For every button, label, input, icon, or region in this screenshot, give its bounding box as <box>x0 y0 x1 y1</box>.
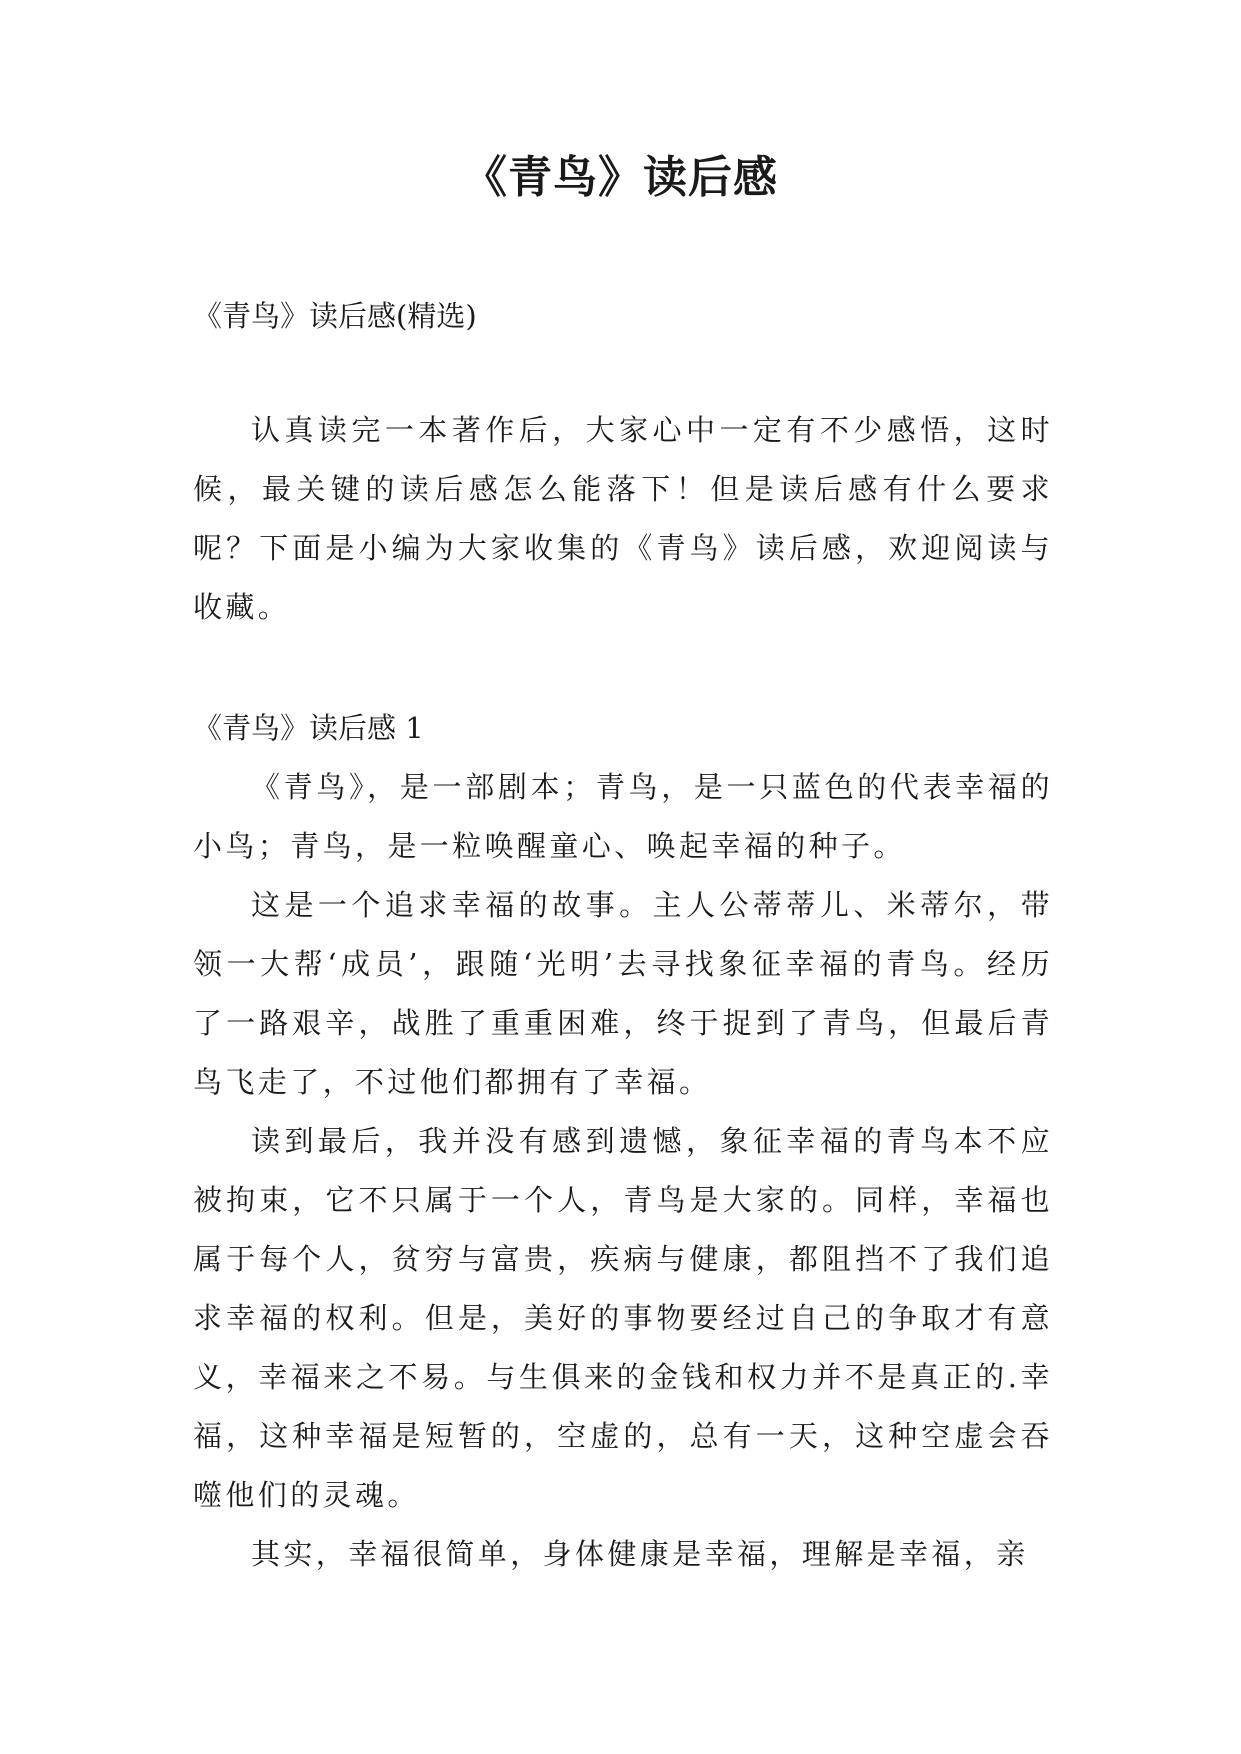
essay-section <box>193 699 1053 1584</box>
intro-paragraph: 认真读完一本著作后，大家心中一定有不少感悟，这时候，最关键的读后感怎么能落下！但是读后感有什么要求呢？下面是小编为大家收集的《青鸟》读后感，欢迎阅读与收藏。 <box>193 413 1053 624</box>
essay-paragraph: 《青鸟》，是一部剧本；青鸟，是一只蓝色的代表幸福的小鸟；青鸟，是一粒唤醒童心、唤起幸福的种子。 <box>193 770 1053 863</box>
document-title: 《青鸟》读后感 <box>463 152 778 203</box>
essay-heading: 《青鸟》读后感 1 <box>193 711 424 745</box>
essay-paragraph: 其实，幸福很简单，身体健康是幸福，理解是幸福，亲 <box>251 1537 1029 1571</box>
essay-paragraph: 这是一个追求幸福的故事。主人公蒂蒂儿、米蒂尔，带领一大帮‘成员’，跟随‘光明’去寻找象征幸福的青鸟。经历了一路艰辛，战胜了重重困难，终于捉到了青鸟，但最后青鸟飞走了，不过他们都拥有了幸福。 <box>193 888 1053 1099</box>
essay-paragraph: 读到最后，我并没有感到遗憾，象征幸福的青鸟本不应被拘束，它不只属于一个人，青鸟是大家的。同样，幸福也属于每个人，贫穷与富贵，疾病与健康，都阻挡不了我们追求幸福的权利。但是，美好的事物要经过自己的争取才有意义，幸福来之不易。与生俱来的金钱和权力并不是真正的.幸福，这种幸福是短暂的，空虚的，总有一天，这种空虚会吞噬他们的灵魂。 <box>193 1124 1053 1512</box>
document-subtitle: 《青鸟》读后感(精选) <box>193 299 477 333</box>
intro-section <box>193 401 1053 637</box>
